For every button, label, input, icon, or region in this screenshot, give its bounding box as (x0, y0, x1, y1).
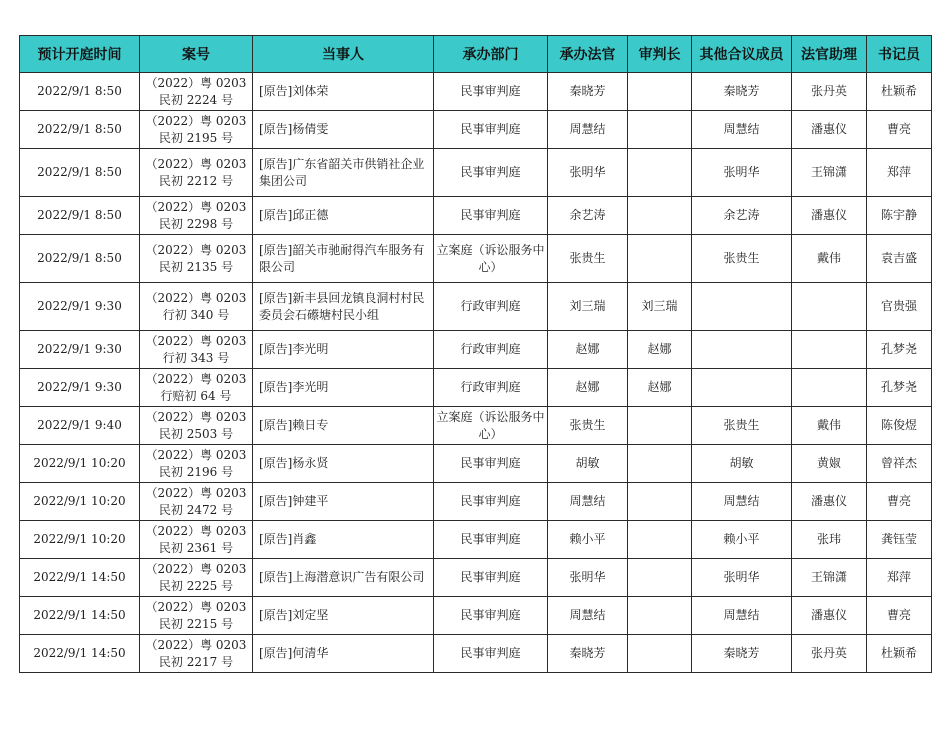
other-members-cell: 胡敏 (692, 445, 792, 483)
case-number-line1: （2022）粤 0203 (145, 75, 247, 90)
department-cell: 民事审判庭 (434, 445, 548, 483)
assistant-cell: 戴伟 (792, 235, 867, 283)
judge-cell: 秦晓芳 (548, 635, 628, 673)
case-number-line1: （2022）粤 0203 (145, 113, 247, 128)
time-cell: 2022/9/1 10:20 (20, 521, 140, 559)
time-cell: 2022/9/1 9:40 (20, 407, 140, 445)
party-cell: [原告]刘体荣 (253, 73, 434, 111)
chief-judge-cell (628, 235, 692, 283)
case-number-line2: 民初 2212 号 (158, 173, 234, 188)
case-number-line1: （2022）粤 0203 (145, 333, 247, 348)
other-members-cell (692, 331, 792, 369)
department-cell: 民事审判庭 (434, 483, 548, 521)
case-number-cell (140, 197, 253, 235)
party-cell: [原告]李光明 (253, 369, 434, 407)
judge-cell: 周慧结 (548, 483, 628, 521)
time-cell: 2022/9/1 8:50 (20, 111, 140, 149)
party-cell: [原告]刘定坚 (253, 597, 434, 635)
judge-cell: 刘三瑞 (548, 283, 628, 331)
department-cell: 立案庭（诉讼服务中心） (434, 235, 548, 283)
col-header-judge: 承办法官 (548, 36, 628, 73)
time-cell: 2022/9/1 8:50 (20, 197, 140, 235)
clerk-cell: 郑萍 (867, 559, 932, 597)
clerk-cell: 官贵强 (867, 283, 932, 331)
case-number-line2: 民初 2298 号 (158, 216, 234, 231)
assistant-cell: 张丹英 (792, 73, 867, 111)
department-cell: 民事审判庭 (434, 597, 548, 635)
time-cell: 2022/9/1 9:30 (20, 283, 140, 331)
other-members-cell: 张贵生 (692, 235, 792, 283)
case-number-cell (140, 597, 253, 635)
clerk-cell: 曾祥杰 (867, 445, 932, 483)
assistant-cell: 黄婌 (792, 445, 867, 483)
clerk-cell: 龚钰莹 (867, 521, 932, 559)
chief-judge-cell (628, 635, 692, 673)
case-number-line1: （2022）粤 0203 (145, 242, 247, 257)
assistant-cell (792, 283, 867, 331)
time-cell: 2022/9/1 9:30 (20, 369, 140, 407)
chief-judge-cell: 刘三瑞 (628, 283, 692, 331)
case-number-line2: 民初 2503 号 (158, 426, 234, 441)
case-number-line1: （2022）粤 0203 (145, 561, 247, 576)
col-header-party: 当事人 (253, 36, 434, 73)
col-header-chief-judge: 审判长 (628, 36, 692, 73)
table-row (20, 521, 932, 559)
judge-cell: 张明华 (548, 559, 628, 597)
judge-cell: 赖小平 (548, 521, 628, 559)
case-number-line2: 民初 2196 号 (158, 464, 234, 479)
clerk-cell: 孔梦尧 (867, 369, 932, 407)
clerk-cell: 郑萍 (867, 149, 932, 197)
time-cell: 2022/9/1 8:50 (20, 235, 140, 283)
clerk-cell: 陈俊煜 (867, 407, 932, 445)
judge-cell: 赵娜 (548, 331, 628, 369)
chief-judge-cell (628, 407, 692, 445)
table-row (20, 331, 932, 369)
clerk-cell: 曹亮 (867, 483, 932, 521)
time-cell: 2022/9/1 8:50 (20, 149, 140, 197)
case-number-cell (140, 283, 253, 331)
other-members-cell: 余艺涛 (692, 197, 792, 235)
table-row (20, 369, 932, 407)
case-number-cell (140, 445, 253, 483)
assistant-cell: 潘惠仪 (792, 483, 867, 521)
party-cell: [原告]赖日专 (253, 407, 434, 445)
judge-cell: 余艺涛 (548, 197, 628, 235)
assistant-cell: 张丹英 (792, 635, 867, 673)
clerk-cell: 曹亮 (867, 597, 932, 635)
case-number-line2: 民初 2225 号 (158, 578, 234, 593)
table-row (20, 283, 932, 331)
clerk-cell: 孔梦尧 (867, 331, 932, 369)
case-number-line1: （2022）粤 0203 (145, 523, 247, 538)
other-members-cell: 周慧结 (692, 597, 792, 635)
case-number-line1: （2022）粤 0203 (145, 199, 247, 214)
chief-judge-cell (628, 73, 692, 111)
case-number-line2: 行初 340 号 (162, 307, 230, 322)
case-number-cell (140, 635, 253, 673)
table-row (20, 597, 932, 635)
time-cell: 2022/9/1 9:30 (20, 331, 140, 369)
time-cell: 2022/9/1 10:20 (20, 483, 140, 521)
case-number-line2: 民初 2224 号 (158, 92, 234, 107)
party-cell: [原告]新丰县回龙镇良洞村村民委员会石礤塘村民小组 (253, 283, 434, 331)
department-cell: 行政审判庭 (434, 369, 548, 407)
table-row (20, 197, 932, 235)
judge-cell: 周慧结 (548, 111, 628, 149)
party-cell: [原告]广东省韶关市供销社企业集团公司 (253, 149, 434, 197)
assistant-cell: 潘惠仪 (792, 197, 867, 235)
party-cell: [原告]何清华 (253, 635, 434, 673)
table-row (20, 407, 932, 445)
col-header-department: 承办部门 (434, 36, 548, 73)
col-header-other-members: 其他合议成员 (692, 36, 792, 73)
col-header-case-no: 案号 (140, 36, 253, 73)
judge-cell: 秦晓芳 (548, 73, 628, 111)
col-header-clerk: 书记员 (867, 36, 932, 73)
case-number-line1: （2022）粤 0203 (145, 599, 247, 614)
case-number-line2: 行初 343 号 (162, 350, 230, 365)
department-cell: 立案庭（诉讼服务中心） (434, 407, 548, 445)
department-cell: 行政审判庭 (434, 283, 548, 331)
time-cell: 2022/9/1 10:20 (20, 445, 140, 483)
case-number-cell (140, 235, 253, 283)
case-number-line2: 民初 2472 号 (158, 502, 234, 517)
party-cell: [原告]邱正德 (253, 197, 434, 235)
chief-judge-cell (628, 559, 692, 597)
case-number-line1: （2022）粤 0203 (145, 447, 247, 462)
case-number-cell (140, 483, 253, 521)
case-number-cell (140, 111, 253, 149)
department-cell: 民事审判庭 (434, 111, 548, 149)
assistant-cell (792, 369, 867, 407)
case-number-cell (140, 149, 253, 197)
judge-cell: 张贵生 (548, 235, 628, 283)
assistant-cell: 王锦潇 (792, 559, 867, 597)
case-number-cell (140, 331, 253, 369)
chief-judge-cell: 赵娜 (628, 369, 692, 407)
judge-cell: 张明华 (548, 149, 628, 197)
case-number-line2: 民初 2217 号 (158, 654, 234, 669)
table-row (20, 73, 932, 111)
department-cell: 民事审判庭 (434, 73, 548, 111)
party-cell: [原告]杨倩雯 (253, 111, 434, 149)
time-cell: 2022/9/1 8:50 (20, 73, 140, 111)
department-cell: 民事审判庭 (434, 149, 548, 197)
case-number-line2: 民初 2195 号 (158, 130, 234, 145)
table-row (20, 149, 932, 197)
clerk-cell: 曹亮 (867, 111, 932, 149)
case-number-line2: 民初 2215 号 (158, 616, 234, 631)
case-number-line1: （2022）粤 0203 (145, 637, 247, 652)
assistant-cell (792, 331, 867, 369)
table-row (20, 559, 932, 597)
department-cell: 民事审判庭 (434, 521, 548, 559)
assistant-cell: 潘惠仪 (792, 111, 867, 149)
time-cell: 2022/9/1 14:50 (20, 559, 140, 597)
other-members-cell: 秦晓芳 (692, 635, 792, 673)
clerk-cell: 袁吉盛 (867, 235, 932, 283)
clerk-cell: 陈宇静 (867, 197, 932, 235)
case-number-line1: （2022）粤 0203 (145, 156, 247, 171)
party-cell: [原告]韶关市驰耐得汽车服务有限公司 (253, 235, 434, 283)
party-cell: [原告]钟建平 (253, 483, 434, 521)
table-row (20, 235, 932, 283)
assistant-cell: 潘惠仪 (792, 597, 867, 635)
time-cell: 2022/9/1 14:50 (20, 635, 140, 673)
case-number-cell (140, 521, 253, 559)
party-cell: [原告]肖鑫 (253, 521, 434, 559)
party-cell: [原告]杨永贤 (253, 445, 434, 483)
table-row (20, 483, 932, 521)
chief-judge-cell (628, 597, 692, 635)
chief-judge-cell (628, 111, 692, 149)
other-members-cell: 周慧结 (692, 483, 792, 521)
case-number-line2: 民初 2135 号 (158, 259, 234, 274)
clerk-cell: 杜颖希 (867, 635, 932, 673)
party-cell: [原告]上海潜意识广告有限公司 (253, 559, 434, 597)
case-number-line2: 行赔初 64 号 (160, 388, 232, 403)
other-members-cell (692, 369, 792, 407)
case-number-line1: （2022）粤 0203 (145, 409, 247, 424)
col-header-assistant: 法官助理 (792, 36, 867, 73)
chief-judge-cell (628, 483, 692, 521)
judge-cell: 张贵生 (548, 407, 628, 445)
department-cell: 行政审判庭 (434, 331, 548, 369)
table-row (20, 445, 932, 483)
clerk-cell: 杜颖希 (867, 73, 932, 111)
case-number-cell (140, 407, 253, 445)
judge-cell: 胡敏 (548, 445, 628, 483)
chief-judge-cell (628, 197, 692, 235)
case-number-line1: （2022）粤 0203 (145, 290, 247, 305)
other-members-cell: 赖小平 (692, 521, 792, 559)
chief-judge-cell: 赵娜 (628, 331, 692, 369)
chief-judge-cell (628, 445, 692, 483)
assistant-cell: 张玮 (792, 521, 867, 559)
other-members-cell (692, 283, 792, 331)
chief-judge-cell (628, 149, 692, 197)
table-row (20, 635, 932, 673)
case-number-cell (140, 73, 253, 111)
hearing-schedule-table (19, 35, 932, 673)
other-members-cell: 周慧结 (692, 111, 792, 149)
assistant-cell: 王锦潇 (792, 149, 867, 197)
other-members-cell: 张贵生 (692, 407, 792, 445)
assistant-cell: 戴伟 (792, 407, 867, 445)
case-number-line1: （2022）粤 0203 (145, 371, 247, 386)
other-members-cell: 张明华 (692, 559, 792, 597)
judge-cell: 赵娜 (548, 369, 628, 407)
department-cell: 民事审判庭 (434, 197, 548, 235)
case-number-cell (140, 559, 253, 597)
table-row (20, 111, 932, 149)
time-cell: 2022/9/1 14:50 (20, 597, 140, 635)
case-number-line2: 民初 2361 号 (158, 540, 234, 555)
other-members-cell: 秦晓芳 (692, 73, 792, 111)
department-cell: 民事审判庭 (434, 559, 548, 597)
party-cell: [原告]李光明 (253, 331, 434, 369)
chief-judge-cell (628, 521, 692, 559)
case-number-cell (140, 369, 253, 407)
department-cell: 民事审判庭 (434, 635, 548, 673)
other-members-cell: 张明华 (692, 149, 792, 197)
header-row (20, 36, 932, 73)
col-header-time: 预计开庭时间 (20, 36, 140, 73)
judge-cell: 周慧结 (548, 597, 628, 635)
case-number-line1: （2022）粤 0203 (145, 485, 247, 500)
